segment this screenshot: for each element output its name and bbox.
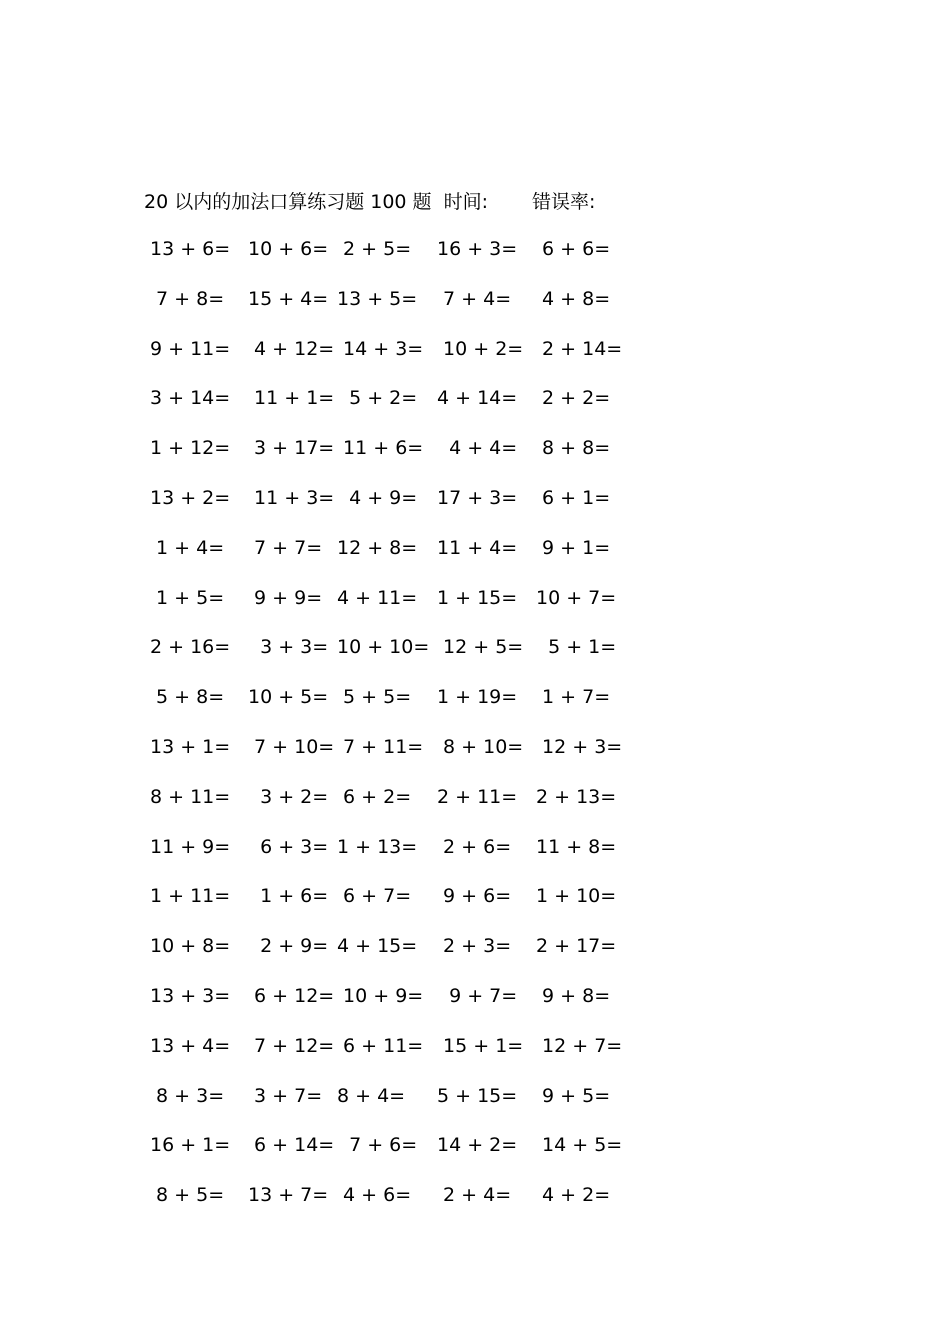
addition-problem: 8 + 10= xyxy=(437,735,524,758)
problem-grid xyxy=(144,230,644,1226)
addition-problem: 1 + 6= xyxy=(248,885,329,908)
addition-problem: 10 + 5= xyxy=(248,686,329,709)
addition-problem: 2 + 6= xyxy=(437,835,512,858)
addition-problem: 14 + 2= xyxy=(437,1134,518,1157)
worksheet-header xyxy=(144,186,595,214)
addition-problem: 10 + 8= xyxy=(150,935,231,958)
problem-row xyxy=(144,1027,644,1077)
addition-problem: 5 + 1= xyxy=(536,636,617,659)
addition-problem: 13 + 2= xyxy=(150,486,231,509)
addition-problem: 14 + 3= xyxy=(337,337,424,360)
addition-problem: 16 + 3= xyxy=(437,238,518,260)
problem-row xyxy=(144,429,644,479)
addition-problem: 13 + 5= xyxy=(337,287,418,310)
problem-row xyxy=(144,1176,644,1226)
addition-problem: 5 + 8= xyxy=(150,686,225,709)
addition-problem: 4 + 14= xyxy=(437,387,518,410)
addition-problem: 2 + 11= xyxy=(437,785,518,808)
problem-row xyxy=(144,230,644,280)
addition-problem: 6 + 7= xyxy=(337,885,412,908)
worksheet-title: 20 以内的加法口算练习题 100 题 xyxy=(144,190,432,213)
addition-problem: 1 + 13= xyxy=(337,835,418,858)
addition-problem: 11 + 6= xyxy=(337,437,424,460)
addition-problem: 1 + 15= xyxy=(437,586,518,609)
problem-row xyxy=(144,1126,644,1176)
problem-row xyxy=(144,927,644,977)
addition-problem: 4 + 4= xyxy=(437,437,518,460)
addition-problem: 9 + 1= xyxy=(536,536,611,559)
problem-row xyxy=(144,479,644,529)
addition-problem: 11 + 9= xyxy=(150,835,231,858)
addition-problem: 12 + 5= xyxy=(437,636,524,659)
addition-problem: 13 + 6= xyxy=(150,238,231,260)
addition-problem: 11 + 8= xyxy=(536,835,617,858)
addition-problem: 15 + 1= xyxy=(437,1034,524,1057)
problem-row xyxy=(144,678,644,728)
addition-problem: 4 + 8= xyxy=(536,287,611,310)
problem-row xyxy=(144,728,644,778)
error-rate-label: 错误率: xyxy=(531,190,596,213)
problem-row xyxy=(144,778,644,828)
addition-problem: 1 + 10= xyxy=(536,885,617,908)
addition-problem: 5 + 15= xyxy=(437,1084,518,1107)
time-label: 时间: xyxy=(443,190,488,213)
addition-problem: 12 + 7= xyxy=(536,1034,623,1057)
addition-problem: 1 + 7= xyxy=(536,686,611,709)
addition-problem: 11 + 3= xyxy=(248,486,335,509)
addition-problem: 2 + 3= xyxy=(437,935,512,958)
addition-problem: 13 + 1= xyxy=(150,735,231,758)
addition-problem: 13 + 3= xyxy=(150,984,231,1007)
addition-problem: 12 + 3= xyxy=(536,735,623,758)
addition-problem: 14 + 5= xyxy=(536,1134,623,1157)
problem-row xyxy=(144,828,644,878)
addition-problem: 15 + 4= xyxy=(248,287,329,310)
addition-problem: 8 + 4= xyxy=(337,1084,406,1107)
addition-problem: 6 + 11= xyxy=(337,1034,424,1057)
addition-problem: 4 + 15= xyxy=(337,935,418,958)
addition-problem: 11 + 1= xyxy=(248,387,335,410)
addition-problem: 7 + 10= xyxy=(248,735,335,758)
addition-problem: 3 + 17= xyxy=(248,437,335,460)
addition-problem: 3 + 3= xyxy=(248,636,329,659)
addition-problem: 2 + 17= xyxy=(536,935,617,958)
addition-problem: 6 + 12= xyxy=(248,984,335,1007)
addition-problem: 9 + 5= xyxy=(536,1084,611,1107)
addition-problem: 1 + 11= xyxy=(150,885,231,908)
addition-problem: 4 + 11= xyxy=(337,586,418,609)
addition-problem: 10 + 10= xyxy=(337,636,430,659)
addition-problem: 9 + 6= xyxy=(437,885,512,908)
addition-problem: 7 + 12= xyxy=(248,1034,335,1057)
addition-problem: 5 + 2= xyxy=(337,387,418,410)
addition-problem: 6 + 6= xyxy=(536,238,611,260)
addition-problem: 2 + 14= xyxy=(536,337,623,360)
addition-problem: 6 + 3= xyxy=(248,835,329,858)
addition-problem: 13 + 4= xyxy=(150,1034,231,1057)
addition-problem: 8 + 3= xyxy=(150,1084,225,1107)
problem-row xyxy=(144,529,644,579)
addition-problem: 4 + 6= xyxy=(337,1184,412,1207)
addition-problem: 3 + 14= xyxy=(150,387,231,410)
addition-problem: 8 + 5= xyxy=(150,1184,225,1207)
addition-problem: 7 + 8= xyxy=(150,287,225,310)
addition-problem: 12 + 8= xyxy=(337,536,418,559)
addition-problem: 13 + 7= xyxy=(248,1184,329,1207)
addition-problem: 10 + 6= xyxy=(248,238,329,260)
addition-problem: 5 + 5= xyxy=(337,686,412,709)
addition-problem: 4 + 12= xyxy=(248,337,335,360)
problem-row xyxy=(144,1077,644,1127)
addition-problem: 9 + 8= xyxy=(536,984,611,1007)
problem-row xyxy=(144,280,644,330)
addition-problem: 17 + 3= xyxy=(437,486,518,509)
addition-problem: 2 + 2= xyxy=(536,387,611,410)
addition-problem: 2 + 13= xyxy=(536,785,617,808)
addition-problem: 10 + 2= xyxy=(437,337,524,360)
addition-problem: 7 + 7= xyxy=(248,536,323,559)
addition-problem: 2 + 5= xyxy=(337,238,412,260)
addition-problem: 2 + 4= xyxy=(437,1184,512,1207)
addition-problem: 9 + 7= xyxy=(437,984,518,1007)
addition-problem: 4 + 2= xyxy=(536,1184,611,1207)
problem-row xyxy=(144,379,644,429)
addition-problem: 6 + 1= xyxy=(536,486,611,509)
addition-problem: 8 + 11= xyxy=(150,785,231,808)
addition-problem: 9 + 9= xyxy=(248,586,323,609)
addition-problem: 7 + 11= xyxy=(337,735,424,758)
addition-problem: 9 + 11= xyxy=(150,337,231,360)
addition-problem: 2 + 16= xyxy=(150,636,231,659)
problem-row xyxy=(144,579,644,629)
addition-problem: 6 + 14= xyxy=(248,1134,335,1157)
addition-problem: 8 + 8= xyxy=(536,437,611,460)
addition-problem: 1 + 19= xyxy=(437,686,518,709)
addition-problem: 16 + 1= xyxy=(150,1134,231,1157)
addition-problem: 10 + 7= xyxy=(536,586,617,609)
addition-problem: 7 + 6= xyxy=(337,1134,418,1157)
addition-problem: 1 + 4= xyxy=(150,536,225,559)
addition-problem: 6 + 2= xyxy=(337,785,412,808)
addition-problem: 3 + 7= xyxy=(248,1084,323,1107)
addition-problem: 4 + 9= xyxy=(337,486,418,509)
addition-problem: 1 + 5= xyxy=(150,586,225,609)
addition-problem: 3 + 2= xyxy=(248,785,329,808)
problem-row xyxy=(144,877,644,927)
addition-problem: 1 + 12= xyxy=(150,437,231,460)
addition-problem: 7 + 4= xyxy=(437,287,512,310)
addition-problem: 10 + 9= xyxy=(337,984,424,1007)
problem-row xyxy=(144,330,644,380)
addition-problem: 2 + 9= xyxy=(248,935,329,958)
problem-row xyxy=(144,977,644,1027)
problem-row xyxy=(144,628,644,678)
addition-problem: 11 + 4= xyxy=(437,536,518,559)
